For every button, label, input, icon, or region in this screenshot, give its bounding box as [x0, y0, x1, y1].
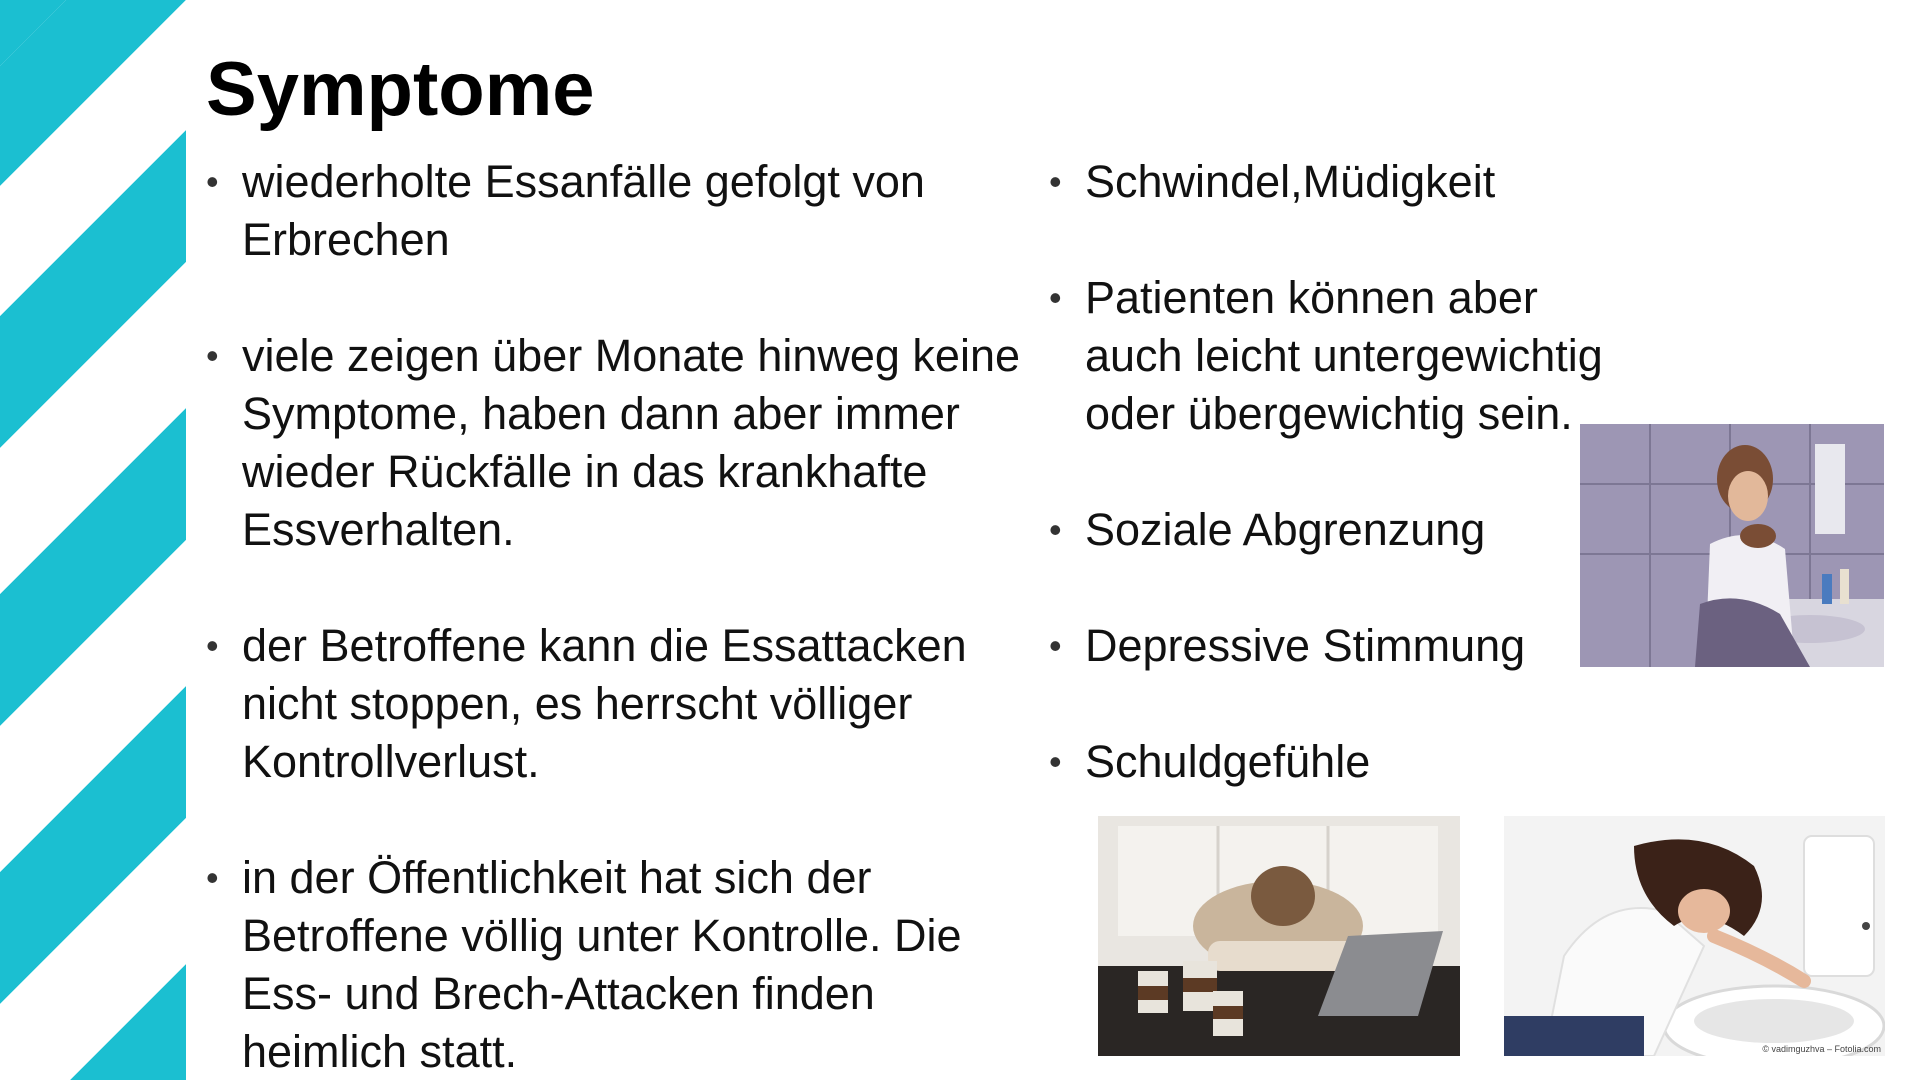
list-item: • Depressive Stimmung	[1049, 617, 1849, 675]
photo-woman-toilet	[1504, 816, 1885, 1056]
list-item: • in der Öffentlichkeit hat sich der Betroffene völlig unter Kontrolle. Die Ess- und Brech-Attacken finden heimlich statt.	[206, 849, 1036, 1080]
photo-woman-asleep-desk-icon	[1098, 816, 1460, 1056]
list-item: • Schuldgefühle	[1049, 733, 1849, 791]
photo-credit: © vadimguzhva – Fotolia.com	[1762, 1044, 1881, 1054]
photo-woman-asleep	[1098, 816, 1460, 1056]
photo-woman-eating-bathroom-icon	[1580, 424, 1884, 667]
list-item: • Soziale Abgrenzung	[1049, 501, 1849, 559]
decorative-stripes	[0, 0, 186, 1080]
left-bullet-list	[206, 153, 1036, 1080]
stripes-graphic	[0, 0, 186, 1080]
photo-woman-toilet-icon	[1504, 816, 1885, 1056]
list-item: • Patienten können aber auch leicht untergewichtig oder übergewichtig sein.	[1049, 269, 1645, 443]
list-item: • viele zeigen über Monate hinweg keine Symptome, haben dann aber immer wieder Rückfälle in das krankhafte Essverhalten.	[206, 327, 1036, 559]
list-item: • wiederholte Essanfälle gefolgt von Erbrechen	[206, 153, 1036, 269]
slide-title: Symptome	[206, 47, 595, 132]
list-item: • der Betroffene kann die Essattacken nicht stoppen, es herrscht völliger Kontrollverlust.	[206, 617, 1036, 791]
list-item: • Schwindel,Müdigkeit	[1049, 153, 1849, 211]
photo-woman-eating	[1580, 424, 1884, 667]
